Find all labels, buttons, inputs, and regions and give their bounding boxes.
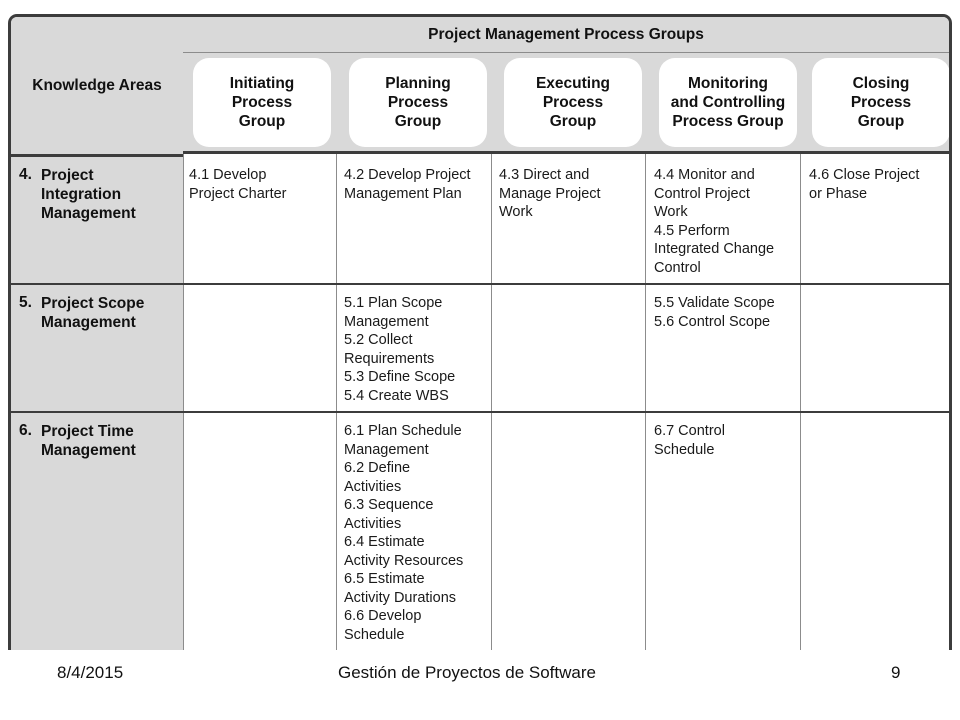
- column-divider: [183, 154, 184, 650]
- cell-initiating: 4.1 Develop Project Charter: [189, 167, 287, 202]
- cell-monitoring: 6.7 Control Schedule: [654, 423, 725, 458]
- cell-closing: 4.6 Close Project or Phase: [809, 167, 920, 202]
- column-divider: [800, 154, 801, 650]
- executing-group-header: Executing Process Group: [504, 58, 642, 147]
- row-knowledge-area: Project Time Management: [41, 423, 136, 459]
- closing-group-header: Closing Process Group: [812, 58, 950, 147]
- row-number: 5.: [19, 294, 32, 311]
- column-divider: [645, 154, 646, 650]
- knowledge-areas-header: [11, 17, 184, 157]
- column-divider: [491, 154, 492, 650]
- row-knowledge-area: Project Integration Management: [41, 167, 136, 222]
- row-knowledge-area: Project Scope Management: [41, 295, 145, 331]
- initiating-group-header: Initiating Process Group: [193, 58, 331, 147]
- process-groups-header: [183, 17, 949, 154]
- column-divider: [336, 154, 337, 650]
- cell-monitoring: 5.5 Validate Scope 5.6 Control Scope: [654, 295, 775, 330]
- cell-monitoring: 4.4 Monitor and Control Project Work 4.5 Perform Integrated Change Control: [654, 167, 775, 276]
- cell-planning: 4.2 Develop Project Management Plan: [344, 167, 471, 202]
- footer-date: 8/4/2015: [57, 663, 124, 682]
- cell-planning: 6.1 Plan Schedule Management 6.2 Define Activities 6.3 Sequence Activities 6.4 Estimate Activity Resources 6.5 Estimate Activity Durations 6.6 Develop Schedule: [344, 423, 464, 643]
- footer-page-number: 9: [891, 663, 901, 682]
- monitoring-group-header: Monitoring and Controlling Process Group: [659, 58, 797, 147]
- footer-title: Gestión de Proyectos de Software: [338, 663, 596, 682]
- cell-planning: 5.1 Plan Scope Management 5.2 Collect Requirements 5.3 Define Scope 5.4 Create WBS: [344, 295, 456, 404]
- planning-group-header: Planning Process Group: [349, 58, 487, 147]
- row-divider: [11, 411, 949, 413]
- row-number: 6.: [19, 422, 32, 439]
- knowledge-areas-label: Knowledge Areas: [32, 76, 162, 94]
- row-divider: [11, 283, 949, 285]
- process-groups-table: [8, 14, 952, 650]
- cell-executing: 4.3 Direct and Manage Project Work: [499, 167, 601, 220]
- process-groups-title: Project Management Process Groups: [183, 17, 949, 53]
- row-number: 4.: [19, 166, 32, 183]
